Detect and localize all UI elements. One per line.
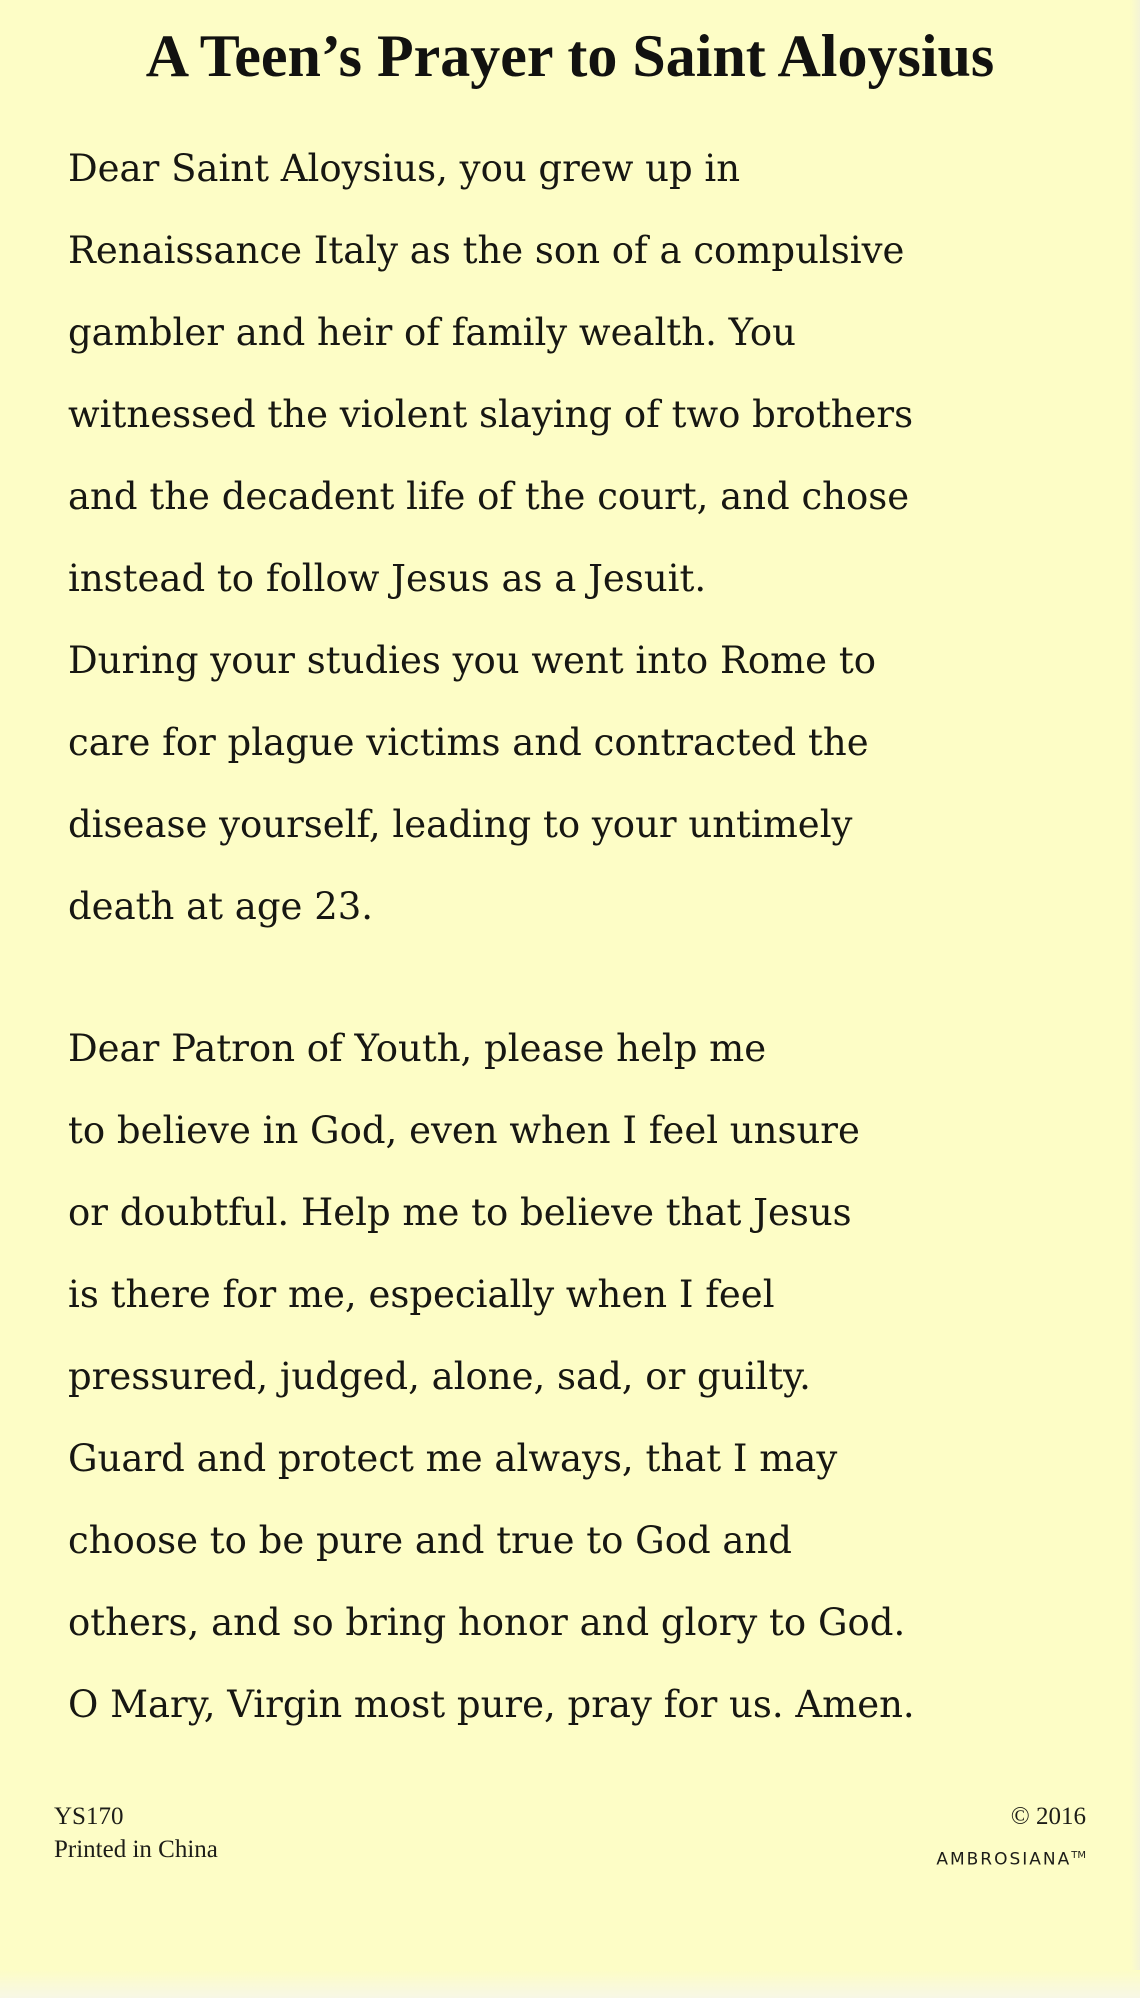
- text-line: Guard and protect me always, that I may: [68, 1437, 838, 1480]
- text-line: death at age 23.: [68, 885, 374, 928]
- prayer-paragraph-petition: [68, 1008, 1128, 1746]
- text-line: gambler and heir of family wealth. You: [68, 311, 796, 354]
- card-edge-bottom: [0, 1970, 1140, 1998]
- printed-location: Printed in China: [54, 1836, 218, 1863]
- product-code: YS170: [54, 1803, 124, 1830]
- text-line: to believe in God, even when I feel unsure: [68, 1109, 860, 1152]
- text-line: instead to follow Jesus as a Jesuit.: [68, 557, 707, 600]
- copyright-notice: © 2016: [1010, 1803, 1086, 1830]
- text-line: or doubtful. Help me to believe that Jesus: [68, 1191, 852, 1234]
- text-line: pressured, judged, alone, sad, or guilty.: [68, 1355, 811, 1398]
- card-edge-right: [1130, 0, 1140, 1998]
- text-line: O Mary, Virgin most pure, pray for us. Amen.: [68, 1683, 915, 1726]
- prayer-paragraph-biography: [68, 128, 1128, 948]
- text-line: is there for me, especially when I feel: [68, 1273, 775, 1316]
- text-line: disease yourself, leading to your untimely: [68, 803, 853, 846]
- text-line: Dear Saint Aloysius, you grew up in: [68, 147, 741, 190]
- publisher-brand: [936, 1839, 1086, 1877]
- footer-publisher: [936, 1800, 1086, 1877]
- publisher-name: AMBROSIANA: [936, 1849, 1072, 1870]
- footer-print-info: [54, 1800, 218, 1866]
- text-line: During your studies you went into Rome to: [68, 639, 876, 682]
- text-line: Dear Patron of Youth, please help me: [68, 1027, 767, 1070]
- text-line: care for plague victims and contracted the: [68, 721, 869, 764]
- text-line: and the decadent life of the court, and chose: [68, 475, 910, 518]
- text-line: witnessed the violent slaying of two brothers: [68, 393, 914, 436]
- text-line: choose to be pure and true to God and: [68, 1519, 792, 1562]
- text-line: Renaissance Italy as the son of a compulsive: [68, 229, 905, 272]
- trademark-mark: TM: [1071, 1850, 1086, 1861]
- prayer-title: A Teen’s Prayer to Saint Aloysius: [145, 23, 995, 89]
- text-line: others, and so bring honor and glory to God.: [68, 1601, 906, 1644]
